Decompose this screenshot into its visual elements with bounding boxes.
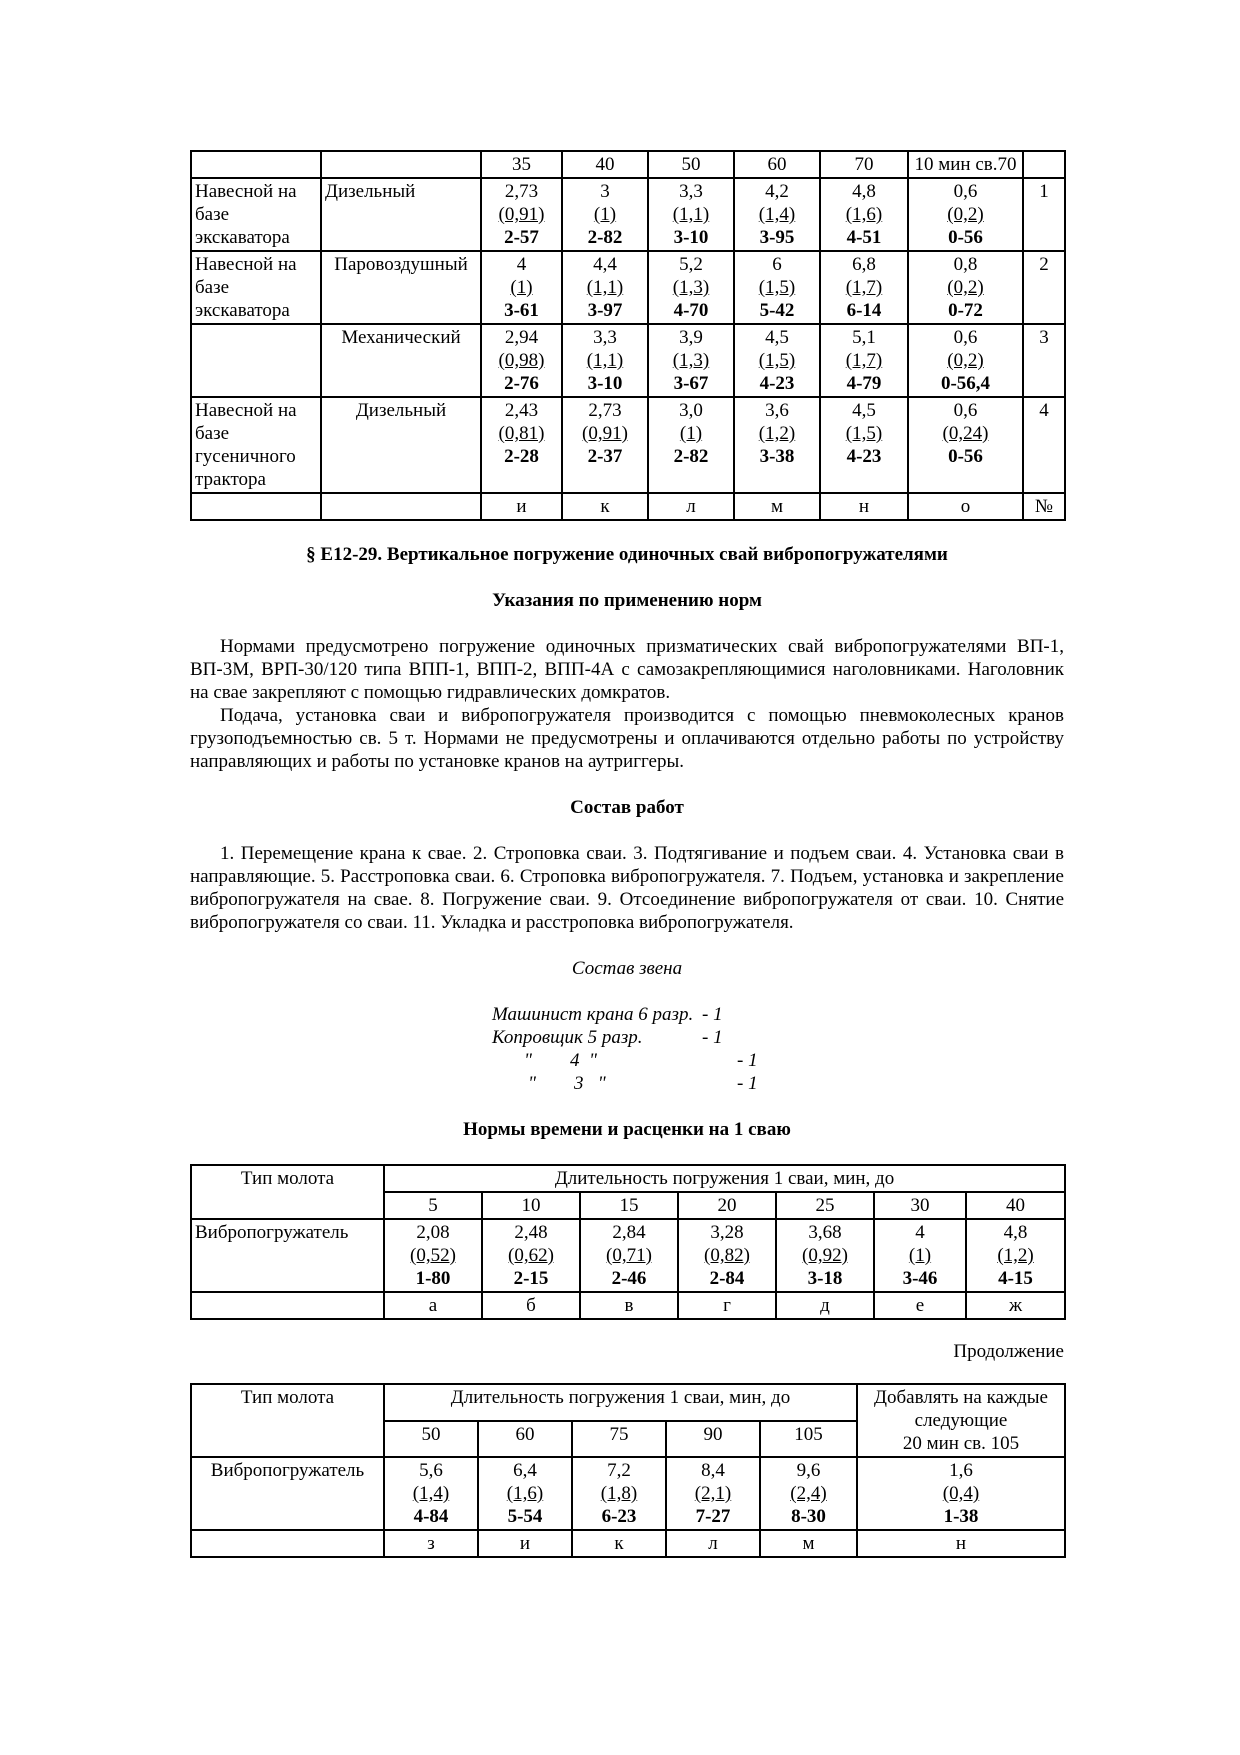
norm-cell: 5,6 (1,4) 4-84 <box>384 1457 478 1530</box>
row-label: Вибропогружатель <box>191 1219 384 1292</box>
norm-cell: 8,4 (2,1) 7-27 <box>666 1457 760 1530</box>
column-header: 30 <box>874 1192 966 1219</box>
norms-table-vibro <box>190 1164 1066 1320</box>
table-row <box>191 251 1065 324</box>
column-header: 25 <box>776 1192 874 1219</box>
column-letter: з <box>384 1530 478 1557</box>
norm-cell: 5,1 (1,7) 4-79 <box>820 324 908 397</box>
hammer-type: Дизельный <box>321 178 481 251</box>
guidance-title: Указания по применению норм <box>492 590 762 611</box>
norm-cell: 1,6 (0,4) 1-38 <box>857 1457 1065 1530</box>
paragraph: Нормами предусмотрено погружение одиночных призматических свай вибропогружателями ВП-1, ВП-3М, ВРП-30/120 типа ВПП-1, ВПП-2, ВПП-4А с самозакрепляющимися наголовниками. Наголовник на свае закрепляют с помощью гидравлических домкратов. <box>190 636 1064 703</box>
column-letter: л <box>666 1530 760 1557</box>
norm-cell: 3 (1) 2-82 <box>562 178 648 251</box>
works-title: Состав работ <box>570 797 684 818</box>
norm-cell: 9,6 (2,4) 8-30 <box>760 1457 857 1530</box>
crew-item: " 4 " - 1 <box>524 1050 758 1071</box>
norm-cell: 2,84 (0,71) 2-46 <box>580 1219 678 1292</box>
column-header: 90 <box>666 1421 760 1458</box>
column-header: Длительность погружения 1 сваи, мин, до <box>384 1384 857 1421</box>
column-header: Длительность погружения 1 сваи, мин, до <box>384 1165 1065 1192</box>
continuation-label: Продолжение <box>953 1341 1064 1362</box>
norm-cell: 0,6 (0,24) 0-56 <box>908 397 1023 493</box>
norm-cell: 6,4 (1,6) 5-54 <box>478 1457 572 1530</box>
norm-cell: 4,5 (1,5) 4-23 <box>734 324 820 397</box>
table-footer-row <box>191 493 1065 520</box>
norms-table-top <box>190 150 1066 521</box>
crew-item: " 3 " - 1 <box>528 1073 758 1094</box>
crew-title: Состав звена <box>571 958 683 979</box>
crew-item: Копровщик 5 разр. - 1 <box>492 1027 723 1048</box>
column-header: 75 <box>572 1421 666 1458</box>
row-number: 2 <box>1023 251 1065 324</box>
column-letter: м <box>760 1530 857 1557</box>
column-letter: л <box>648 493 734 520</box>
norm-cell: 4,8 (1,2) 4-15 <box>966 1219 1065 1292</box>
norm-cell: 3,68 (0,92) 3-18 <box>776 1219 874 1292</box>
column-header: 10 мин св.70 <box>908 151 1023 178</box>
paragraph: Подача, установка сваи и вибропогружателя производится с помощью пневмоколесных кранов грузоподъемностью св. 5 т. Нормами не предусмотрены и оплачиваются отдельно работы по устройству направляющих и работы по установке кранов на аутриггеры. <box>190 705 1064 772</box>
column-letter: а <box>384 1292 482 1319</box>
norm-cell: 2,43 (0,81) 2-28 <box>481 397 562 493</box>
crew-list <box>492 1003 762 1095</box>
machine-type: Навесной на базе гусеничного трактора <box>191 397 321 493</box>
norm-cell: 6 (1,5) 5-42 <box>734 251 820 324</box>
table-footer-row <box>191 1530 1065 1557</box>
row-number: 3 <box>1023 324 1065 397</box>
norm-cell: 3,28 (0,82) 2-84 <box>678 1219 776 1292</box>
table-row <box>191 1457 1065 1530</box>
norm-cell: 2,73 (0,91) 2-57 <box>481 178 562 251</box>
column-letter: г <box>678 1292 776 1319</box>
norm-cell: 3,0 (1) 2-82 <box>648 397 734 493</box>
norm-cell: 0,6 (0,2) 0-56 <box>908 178 1023 251</box>
row-number: 4 <box>1023 397 1065 493</box>
row-number: 1 <box>1023 178 1065 251</box>
column-letter: № <box>1023 493 1065 520</box>
norm-cell: 2,08 (0,52) 1-80 <box>384 1219 482 1292</box>
hammer-type: Паровоздушный <box>321 251 481 324</box>
norm-cell: 2,73 (0,91) 2-37 <box>562 397 648 493</box>
column-header: Тип молота <box>191 1165 384 1219</box>
norms-title: Нормы времени и расценки на 1 сваю <box>463 1119 791 1140</box>
column-header: 105 <box>760 1421 857 1458</box>
document-page <box>190 150 1064 1558</box>
norm-cell: 6,8 (1,7) 6-14 <box>820 251 908 324</box>
column-header: Добавлять на каждые следующие 20 мин св. 105 <box>857 1384 1065 1457</box>
column-header: 10 <box>482 1192 580 1219</box>
norm-cell: 4,4 (1,1) 3-97 <box>562 251 648 324</box>
norm-cell: 4 (1) 3-61 <box>481 251 562 324</box>
table-row <box>191 178 1065 251</box>
norm-cell: 3,6 (1,2) 3-38 <box>734 397 820 493</box>
machine-type: Навесной на базе экскаватора <box>191 178 321 251</box>
section-title: § Е12-29. Вертикальное погружение одиночных свай вибропогружателями <box>306 544 948 565</box>
table-row <box>191 1219 1065 1292</box>
column-header: 60 <box>734 151 820 178</box>
column-header: 60 <box>478 1421 572 1458</box>
norm-cell: 7,2 (1,8) 6-23 <box>572 1457 666 1530</box>
norm-cell: 4,5 (1,5) 4-23 <box>820 397 908 493</box>
norms-table-continuation <box>190 1383 1066 1558</box>
column-header: 5 <box>384 1192 482 1219</box>
column-letter: в <box>580 1292 678 1319</box>
norm-cell: 0,8 (0,2) 0-72 <box>908 251 1023 324</box>
table-row <box>191 324 1065 397</box>
machine-type <box>191 324 321 397</box>
column-header: 40 <box>966 1192 1065 1219</box>
column-letter: и <box>481 493 562 520</box>
column-header: 50 <box>648 151 734 178</box>
norm-cell: 2,48 (0,62) 2-15 <box>482 1219 580 1292</box>
row-label: Вибропогружатель <box>191 1457 384 1530</box>
column-header: 20 <box>678 1192 776 1219</box>
column-letter: к <box>562 493 648 520</box>
table-footer-row <box>191 1292 1065 1319</box>
norm-cell: 0,6 (0,2) 0-56,4 <box>908 324 1023 397</box>
norm-cell: 3,3 (1,1) 3-10 <box>648 178 734 251</box>
column-letter: о <box>908 493 1023 520</box>
column-letter: б <box>482 1292 580 1319</box>
column-letter: е <box>874 1292 966 1319</box>
norm-cell: 4,8 (1,6) 4-51 <box>820 178 908 251</box>
works-list: 1. Перемещение крана к свае. 2. Строповка сваи. 3. Подтягивание и подъем сваи. 4. Установка сваи в направляющие. 5. Расстроповка сваи. 6. Строповка вибропогружателя. 7. Подъем, установка и закрепление вибропогружателя на свае. 8. Погружение сваи. 9. Отсоединение вибропогружателя от сваи. 10. Снятие вибропогружателя со сваи. 11. Укладка и расстроповка вибропогружателя. <box>190 843 1064 933</box>
machine-type: Навесной на базе экскаватора <box>191 251 321 324</box>
column-letter: н <box>820 493 908 520</box>
hammer-type: Механический <box>321 324 481 397</box>
column-letter: ж <box>966 1292 1065 1319</box>
norm-cell: 4 (1) 3-46 <box>874 1219 966 1292</box>
column-header: Тип молота <box>191 1384 384 1457</box>
column-letter: н <box>857 1530 1065 1557</box>
norm-cell: 5,2 (1,3) 4-70 <box>648 251 734 324</box>
crew-item: Машинист крана 6 разр. - 1 <box>492 1004 723 1025</box>
column-header: 35 <box>481 151 562 178</box>
table-row <box>191 397 1065 493</box>
norm-cell: 3,3 (1,1) 3-10 <box>562 324 648 397</box>
column-letter: д <box>776 1292 874 1319</box>
table-header-row <box>191 151 1065 178</box>
column-header: 50 <box>384 1421 478 1458</box>
column-letter: м <box>734 493 820 520</box>
norm-cell: 3,9 (1,3) 3-67 <box>648 324 734 397</box>
column-letter: к <box>572 1530 666 1557</box>
column-header: 40 <box>562 151 648 178</box>
column-header: 70 <box>820 151 908 178</box>
hammer-type: Дизельный <box>321 397 481 493</box>
norm-cell: 2,94 (0,98) 2-76 <box>481 324 562 397</box>
column-letter: и <box>478 1530 572 1557</box>
column-header: 15 <box>580 1192 678 1219</box>
norm-cell: 4,2 (1,4) 3-95 <box>734 178 820 251</box>
